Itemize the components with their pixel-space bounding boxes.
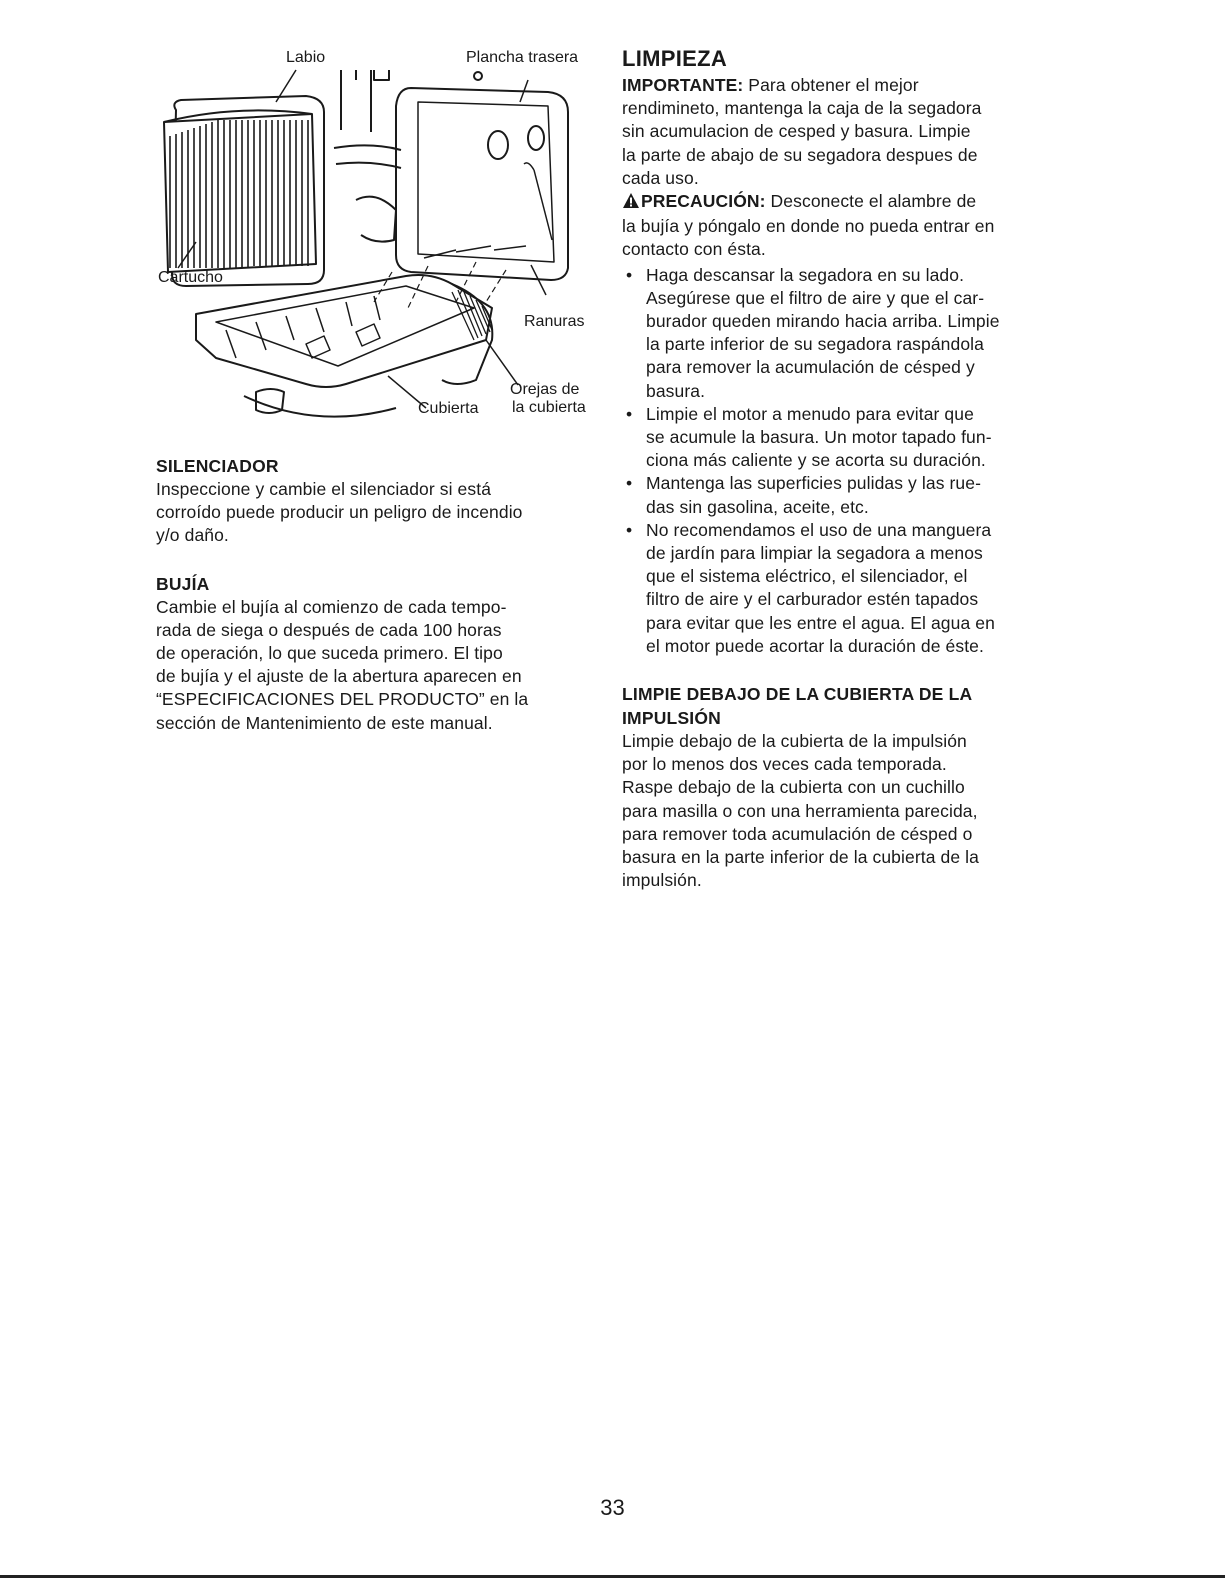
bujia-line: “ESPECIFICACIONES DEL PRODUCTO” en la: [156, 689, 529, 710]
air-filter-figure: [156, 40, 601, 430]
importante-line: sin acumulacion de cesped y basura. Limpie: [622, 121, 971, 142]
bullet-line: de jardín para limpiar la segadora a menos: [646, 543, 983, 564]
limpie-heading-line: LIMPIE DEBAJO DE LA CUBIERTA DE LA: [622, 684, 973, 705]
label-cubierta: Cubierta: [418, 400, 479, 417]
bullet-dot: •: [626, 403, 633, 424]
right-column: [622, 46, 1067, 893]
bullet-dot: •: [626, 519, 633, 540]
precaucion-first-line: Desconecte el alambre de: [770, 191, 977, 212]
limpie-line: impulsión.: [622, 870, 702, 891]
bullet-line: filtro de aire y el carburador estén tapados: [646, 589, 979, 610]
limpie-line: para masilla o con una herramienta parecida,: [622, 800, 978, 821]
bujia-line: sección de Mantenimiento de este manual.: [156, 712, 493, 733]
importante-line: cada uso.: [622, 167, 699, 188]
bullet-line: ciona más caliente y se acorta su duración.: [646, 450, 986, 471]
silenciador-line: y/o daño.: [156, 525, 229, 546]
importante-label: IMPORTANTE:: [622, 75, 744, 95]
label-labio: Labio: [286, 49, 326, 66]
bullet-line: la parte inferior de su segadora raspándola: [646, 334, 984, 355]
bujia-heading: BUJÍA: [156, 573, 210, 594]
importante-line: la parte de abajo de su segadora despues de: [622, 144, 978, 165]
bullet-line: para evitar que les entre el agua. El agua en: [646, 612, 995, 633]
bullet-line: das sin gasolina, aceite, etc.: [646, 496, 869, 517]
bullet-line: que el sistema eléctrico, el silenciador, el: [646, 566, 968, 587]
list-item: [622, 519, 1067, 658]
label-orejas-2: la cubierta: [512, 399, 586, 416]
precaucion-line: la bujía y póngalo en donde no pueda entrar en: [622, 216, 995, 237]
limpie-line: Raspe debajo de la cubierta con un cuchillo: [622, 777, 965, 798]
label-orejas-1: Orejas de: [510, 381, 580, 398]
importante-line: rendimineto, mantenga la caja de la segadora: [622, 98, 982, 119]
bullet-line: Haga descansar la segadora en su lado.: [646, 264, 965, 285]
silenciador-heading: SILENCIADOR: [156, 456, 279, 476]
label-cartucho: Cartucho: [158, 269, 223, 286]
importante-first-line: Para obtener el mejor: [748, 75, 919, 95]
warning-triangle-icon: [622, 192, 640, 215]
bullet-line: el motor puede acortar la duración de éste.: [646, 635, 984, 656]
bullet-line: No recomendamos el uso de una manguera: [646, 519, 992, 540]
bullet-line: Limpie el motor a menudo para evitar que: [646, 403, 974, 424]
label-ranuras: Ranuras: [524, 313, 585, 330]
limpie-heading-line: IMPULSIÓN: [622, 708, 722, 729]
limpie-line: para remover toda acumulación de césped o: [622, 823, 973, 844]
bullet-line: Mantenga las superficies pulidas y las rue-: [646, 473, 982, 494]
label-plancha-trasera: Plancha trasera: [466, 49, 579, 66]
list-item: [622, 264, 1067, 403]
bullet-line: basura.: [646, 380, 706, 401]
silenciador-line: Inspeccione y cambie el silenciador si está: [156, 479, 492, 499]
limpieza-bullet-list: [622, 264, 1067, 658]
left-column: [156, 454, 596, 735]
bullet-line: se acumule la basura. Un motor tapado fun-: [646, 427, 992, 448]
bujia-line: rada de siega o después de cada 100 horas: [156, 619, 502, 640]
bullet-dot: •: [626, 473, 633, 494]
precaucion-paragraph: [622, 190, 1067, 215]
list-item: [622, 472, 1067, 518]
silenciador-line: corroído puede producir un peligro de incendio: [156, 502, 523, 523]
bullet-line: Asegúrese que el filtro de aire y que el car-: [646, 287, 985, 308]
bullet-line: burador queden mirando hacia arriba. Limpie: [646, 311, 1000, 332]
bujia-line: de bujía y el ajuste de la abertura aparecen en: [156, 666, 522, 687]
bujia-line: Cambie el bujía al comienzo de cada tempo-: [156, 596, 507, 617]
limpieza-title: LIMPIEZA: [622, 46, 728, 71]
limpie-line: Limpie debajo de la cubierta de la impulsión: [622, 731, 967, 752]
page-number: 33: [600, 1495, 625, 1520]
bullet-line: para remover la acumulación de césped y: [646, 357, 975, 378]
list-item: [622, 403, 1067, 473]
limpie-line: basura en la parte inferior de la cubierta de la: [622, 847, 979, 868]
air-filter-illustration: [156, 40, 601, 430]
bullet-dot: •: [626, 264, 633, 285]
bujia-line: de operación, lo que suceda primero. El tipo: [156, 643, 503, 664]
precaucion-label: PRECAUCIÓN:: [641, 191, 766, 212]
limpie-line: por lo menos dos veces cada temporada.: [622, 754, 947, 775]
precaucion-line: contacto con ésta.: [622, 239, 766, 260]
bottom-rule: [0, 1575, 1225, 1578]
importante-paragraph: [622, 74, 1067, 97]
